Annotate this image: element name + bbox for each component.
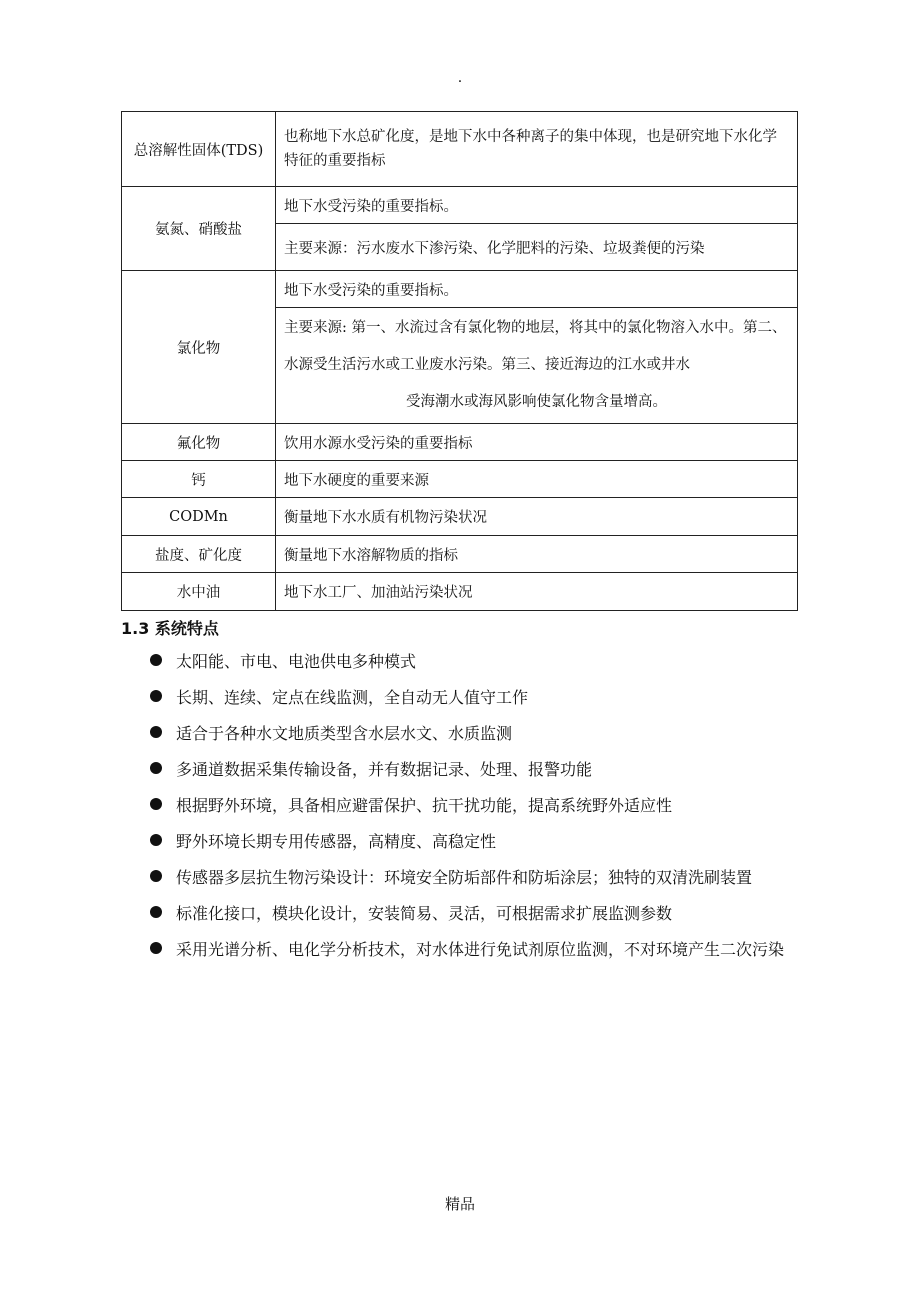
table-row: [122, 461, 798, 498]
bullet-icon: [150, 726, 162, 738]
bullet-icon: [150, 834, 162, 846]
bullet-icon: [150, 798, 162, 810]
table-row: [122, 271, 798, 308]
list-item: [112, 860, 812, 896]
bullet-icon: [150, 762, 162, 774]
parameter-description: 地下水工厂、加油站污染状况: [276, 573, 798, 611]
bullet-icon: [150, 870, 162, 882]
feature-text: 采用光谱分析、电化学分析技术，对水体进行免试剂原位监测，不对环境产生二次污染: [176, 940, 785, 959]
page-footer: 精品: [444, 1195, 475, 1213]
list-item: [112, 932, 812, 968]
list-item: [112, 824, 812, 860]
feature-text: 多通道数据采集传输设备，并有数据记录、处理、报警功能: [176, 760, 593, 779]
parameter-name: 总溶解性固体(TDS): [122, 112, 276, 187]
table-row: [122, 424, 798, 461]
list-item: [112, 752, 812, 788]
parameter-name: 氟化物: [122, 424, 276, 461]
parameter-description: 地下水硬度的重要来源: [276, 461, 798, 498]
table-row: [122, 187, 798, 224]
parameter-description: 也称地下水总矿化度，是地下水中各种离子的集中体现，也是研究地下水化学特征的重要指标: [276, 112, 798, 187]
parameter-name: 水中油: [122, 573, 276, 611]
parameter-name: 氯化物: [122, 271, 276, 424]
parameter-name: 钙: [122, 461, 276, 498]
description-text: 主要来源: 第一、水流过含有氯化物的地层，将其中的氯化物溶入水中。第二、水源受生活污水或工业废水污染。第三、接近海边的江水或井水: [284, 320, 787, 373]
list-item: [112, 644, 812, 680]
feature-list: [112, 644, 812, 968]
bullet-icon: [150, 942, 162, 954]
feature-text: 适合于各种水文地质类型含水层水文、水质监测: [176, 724, 513, 743]
parameter-name: 氨氮、硝酸盐: [122, 187, 276, 271]
table-row: [122, 498, 798, 536]
table-row: [122, 112, 798, 187]
bullet-icon: [150, 906, 162, 918]
section-heading: 1.3 系统特点: [121, 619, 219, 638]
list-item: [112, 680, 812, 716]
parameter-description: 主要来源：污水废水下渗污染、化学肥料的污染、垃圾粪便的污染: [276, 224, 798, 271]
feature-text: 长期、连续、定点在线监测，全自动无人值守工作: [176, 688, 529, 707]
list-item: [112, 788, 812, 824]
table-row: [122, 573, 798, 611]
header-mark: .: [457, 70, 463, 86]
feature-text: 根据野外环境，具备相应避雷保护、抗干扰功能，提高系统野外适应性: [176, 796, 673, 815]
feature-text: 野外环境长期专用传感器，高精度、高稳定性: [176, 832, 497, 851]
bullet-icon: [150, 654, 162, 666]
parameter-description: 地下水受污染的重要指标。: [276, 187, 798, 224]
parameter-name: 盐度、矿化度: [122, 536, 276, 573]
parameter-description: [276, 308, 798, 424]
feature-text: 太阳能、市电、电池供电多种模式: [176, 652, 417, 671]
description-text: 受海潮水或海风影响使氯化物含量增高。: [406, 394, 667, 410]
table-row: [122, 536, 798, 573]
feature-text: 标准化接口，模块化设计，安装简易、灵活，可根据需求扩展监测参数: [176, 904, 673, 923]
bullet-icon: [150, 690, 162, 702]
parameter-description: 衡量地下水水质有机物污染状况: [276, 498, 798, 536]
parameter-description: 饮用水源水受污染的重要指标: [276, 424, 798, 461]
parameter-description: 地下水受污染的重要指标。: [276, 271, 798, 308]
parameter-description: 衡量地下水溶解物质的指标: [276, 536, 798, 573]
list-item: [112, 896, 812, 932]
water-parameter-table: [121, 111, 798, 611]
parameter-name: CODMn: [122, 498, 276, 536]
list-item: [112, 716, 812, 752]
feature-text: 传感器多层抗生物污染设计：环境安全防垢部件和防垢涂层；独特的双清洗刷装置: [176, 868, 753, 887]
